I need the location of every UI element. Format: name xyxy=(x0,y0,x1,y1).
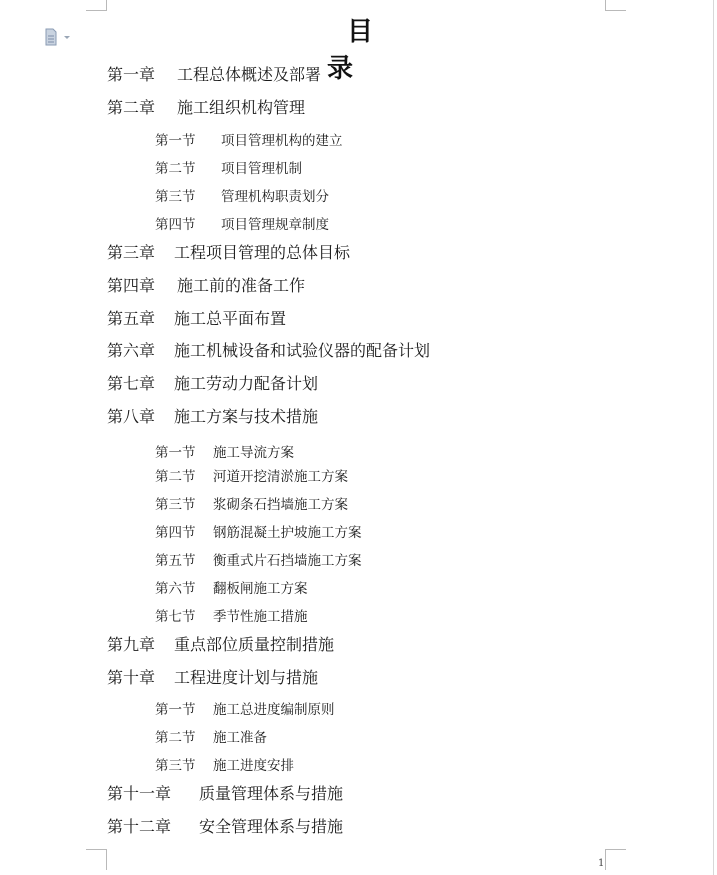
toc-number: 第八章 xyxy=(107,407,156,426)
toc-title: 施工总进度编制原则 xyxy=(213,702,335,718)
toc-section-2-1[interactable] xyxy=(155,129,343,149)
toc-section-10-2[interactable] xyxy=(155,726,267,746)
page-title: 目 录 xyxy=(326,17,480,84)
toc-title: 施工方案与技术措施 xyxy=(174,407,319,426)
document-icon xyxy=(44,28,70,46)
toc-title: 施工组织机构管理 xyxy=(177,98,306,117)
toc-chapter-7[interactable] xyxy=(107,371,318,394)
toc-section-2-4[interactable] xyxy=(155,213,329,233)
toc-title: 工程项目管理的总体目标 xyxy=(174,243,351,262)
toc-number: 第三节 xyxy=(155,758,196,774)
chevron-down-icon xyxy=(64,36,70,39)
toc-title: 施工导流方案 xyxy=(213,445,294,461)
toc-title: 施工劳动力配备计划 xyxy=(174,374,319,393)
toc-title: 项目管理机构的建立 xyxy=(221,133,343,149)
toc-title: 管理机构职责划分 xyxy=(221,189,329,205)
toc-number: 第二节 xyxy=(155,469,196,485)
toc-section-8-1[interactable] xyxy=(155,441,294,461)
toc-number: 第三节 xyxy=(155,497,196,513)
toc-number: 第一节 xyxy=(155,133,196,149)
toc-number: 第三节 xyxy=(155,189,196,205)
toc-title: 施工准备 xyxy=(213,730,267,746)
toc-section-2-3[interactable] xyxy=(155,185,329,205)
toc-number: 第四节 xyxy=(155,525,196,541)
toc-title: 翻板闸施工方案 xyxy=(213,581,308,597)
crop-mark-bottom-left xyxy=(86,849,107,870)
toc-chapter-6[interactable] xyxy=(107,338,430,361)
toc-number: 第二节 xyxy=(155,730,196,746)
toc-chapter-5[interactable] xyxy=(107,306,286,329)
toc-title: 重点部位质量控制措施 xyxy=(174,635,335,654)
toc-number: 第四节 xyxy=(155,217,196,233)
toc-title: 衡重式片石挡墙施工方案 xyxy=(213,553,362,569)
crop-mark-top-left xyxy=(86,0,107,11)
toc-section-10-1[interactable] xyxy=(155,698,335,718)
page-edge xyxy=(713,0,714,875)
toc-title: 项目管理机制 xyxy=(221,161,302,177)
toc-section-8-2[interactable] xyxy=(155,465,348,485)
toc-title: 河道开挖清淤施工方案 xyxy=(213,469,348,485)
toc-number: 第六节 xyxy=(155,581,196,597)
toc-chapter-12[interactable] xyxy=(107,814,343,837)
toc-number: 第九章 xyxy=(107,635,156,654)
paragraph-menu-button[interactable] xyxy=(44,28,70,46)
toc-number: 第五节 xyxy=(155,553,196,569)
toc-number: 第二章 xyxy=(107,98,156,117)
toc-section-8-6[interactable] xyxy=(155,577,308,597)
toc-title: 施工总平面布置 xyxy=(174,309,287,328)
toc-number: 第一章 xyxy=(107,65,156,84)
toc-section-8-4[interactable] xyxy=(155,521,362,541)
toc-title: 施工前的准备工作 xyxy=(177,276,306,295)
toc-title: 施工机械设备和试验仪器的配备计划 xyxy=(174,341,431,360)
toc-section-8-7[interactable] xyxy=(155,605,308,625)
toc-section-10-3[interactable] xyxy=(155,754,294,774)
toc-chapter-4[interactable] xyxy=(107,273,305,296)
toc-chapter-1[interactable] xyxy=(107,62,321,85)
toc-number: 第十二章 xyxy=(107,817,172,836)
toc-number: 第十一章 xyxy=(107,784,172,803)
toc-chapter-11[interactable] xyxy=(107,781,343,804)
toc-title: 安全管理体系与措施 xyxy=(199,817,344,836)
toc-title: 质量管理体系与措施 xyxy=(199,784,344,803)
toc-title: 工程进度计划与措施 xyxy=(174,668,319,687)
toc-title: 季节性施工措施 xyxy=(213,609,308,625)
toc-chapter-9[interactable] xyxy=(107,632,334,655)
toc-section-8-5[interactable] xyxy=(155,549,362,569)
toc-section-2-2[interactable] xyxy=(155,157,302,177)
toc-number: 第三章 xyxy=(107,243,156,262)
toc-number: 第七章 xyxy=(107,374,156,393)
toc-title: 项目管理规章制度 xyxy=(221,217,329,233)
toc-section-8-3[interactable] xyxy=(155,493,348,513)
toc-number: 第十章 xyxy=(107,668,156,687)
toc-chapter-2[interactable] xyxy=(107,95,305,118)
toc-number: 第二节 xyxy=(155,161,196,177)
toc-title: 钢筋混凝土护坡施工方案 xyxy=(213,525,362,541)
toc-chapter-3[interactable] xyxy=(107,240,350,263)
toc-number: 第四章 xyxy=(107,276,156,295)
toc-chapter-10[interactable] xyxy=(107,665,318,688)
toc-number: 第一节 xyxy=(155,445,196,461)
toc-title: 工程总体概述及部署 xyxy=(177,65,322,84)
toc-number: 第六章 xyxy=(107,341,156,360)
crop-mark-top-right xyxy=(605,0,626,11)
toc-title: 施工进度安排 xyxy=(213,758,294,774)
toc-number: 第五章 xyxy=(107,309,156,328)
toc-chapter-8[interactable] xyxy=(107,404,318,427)
crop-mark-bottom-right xyxy=(605,849,626,870)
page-number: 1 xyxy=(598,858,605,869)
toc-title: 浆砌条石挡墙施工方案 xyxy=(213,497,348,513)
toc-number: 第一节 xyxy=(155,702,196,718)
toc-number: 第七节 xyxy=(155,609,196,625)
